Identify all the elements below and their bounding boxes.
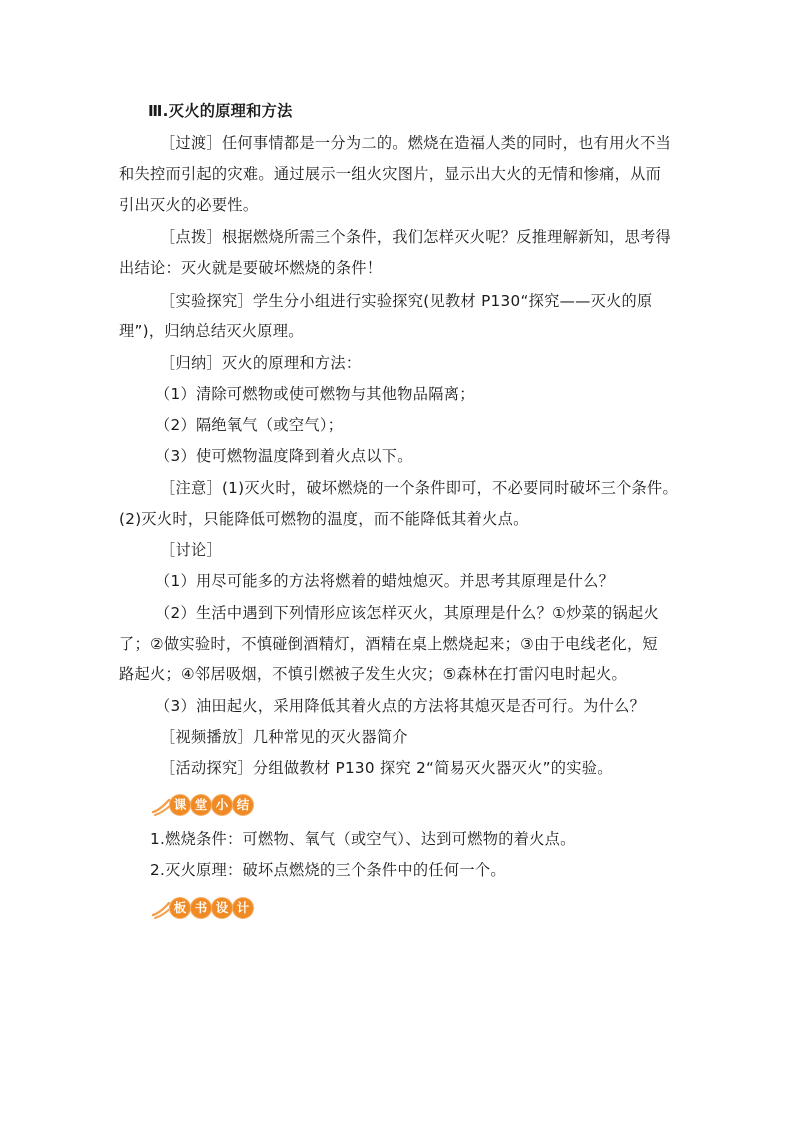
badge-char: 结 [233,795,253,815]
swoosh-icon [152,895,172,921]
summary-item: 1.燃烧条件：可燃物、氧气（或空气）、达到可燃物的着火点。 [150,830,576,848]
paragraph-line: ［过渡］任何事情都是一分为二的。燃烧在造福人类的同时，也有用火不当 [160,134,672,152]
list-item: （1）用尽可能多的方法将燃着的蜡烛熄灭。并思考其原理是什么？ [155,572,615,590]
list-item: （1）清除可燃物或使可燃物与其他物品隔离； [155,385,475,403]
paragraph-line: 了；②做实验时，不慎碰倒酒精灯，酒精在桌上燃烧起来；③由于电线老化，短 [119,635,658,653]
paragraph-line: 引出灭火的必要性。 [119,196,259,214]
list-item: （2）隔绝氧气（或空气）； [155,416,344,434]
summary-item: 2.灭火原理：破坏点燃烧的三个条件中的任何一个。 [150,861,506,879]
paragraph-line: ［活动探究］分组做教材 P130 探究 2“简易灭火器灭火”的实验。 [160,759,613,777]
badge-char: 设 [212,898,232,918]
paragraph-line: 出结论：灭火就是要破坏燃烧的条件！ [119,259,383,277]
badge-char: 小 [212,795,232,815]
swoosh-icon [152,792,172,818]
badge-char: 板 [170,898,190,918]
badge-char: 书 [191,898,211,918]
paragraph-line: 理”)，归纳总结灭火原理。 [119,322,304,340]
board-design-badge [152,895,254,921]
paragraph-line: ［归纳］灭火的原理和方法： [160,354,362,372]
paragraph-line: 和失控而引起的灾难。通过展示一组火灾图片，显示出大火的无情和惨痛，从而 [119,165,662,183]
badge-char: 计 [233,898,253,918]
list-item: （2）生活中遇到下列情形应该怎样灭火，其原理是什么？①炒菜的锅起火 [155,604,659,622]
heading-text: Ⅲ.灭火的原理和方法 [148,102,293,120]
badge-char: 课 [170,795,190,815]
paragraph-line: ［视频播放］几种常见的灭火器简介 [160,728,408,746]
paragraph-line: (2)灭火时，只能降低可燃物的温度，而不能降低其着火点。 [119,510,529,528]
paragraph-line: ［讨论］ [160,541,222,559]
paragraph-line: ［实验探究］学生分小组进行实验探究(见教材 P130“探究——灭火的原 [160,292,653,310]
list-item: （3）油田起火，采用降低其着火点的方法将其熄灭是否可行。为什么？ [155,697,646,715]
paragraph-line: ［注意］(1)灭火时，破坏燃烧的一个条件即可，不必要同时破坏三个条件。 [160,479,679,497]
list-item: （3）使可燃物温度降到着火点以下。 [155,447,413,465]
badge-char: 堂 [191,795,211,815]
paragraph-line: 路起火；④邻居吸烟，不慎引燃被子发生火灾；⑤森林在打雷闪电时起火。 [119,665,627,683]
section-heading [0,96,794,126]
paragraph-line: ［点拨］根据燃烧所需三个条件，我们怎样灭火呢？反推理解新知，思考得 [160,228,672,246]
class-summary-badge [152,792,254,818]
